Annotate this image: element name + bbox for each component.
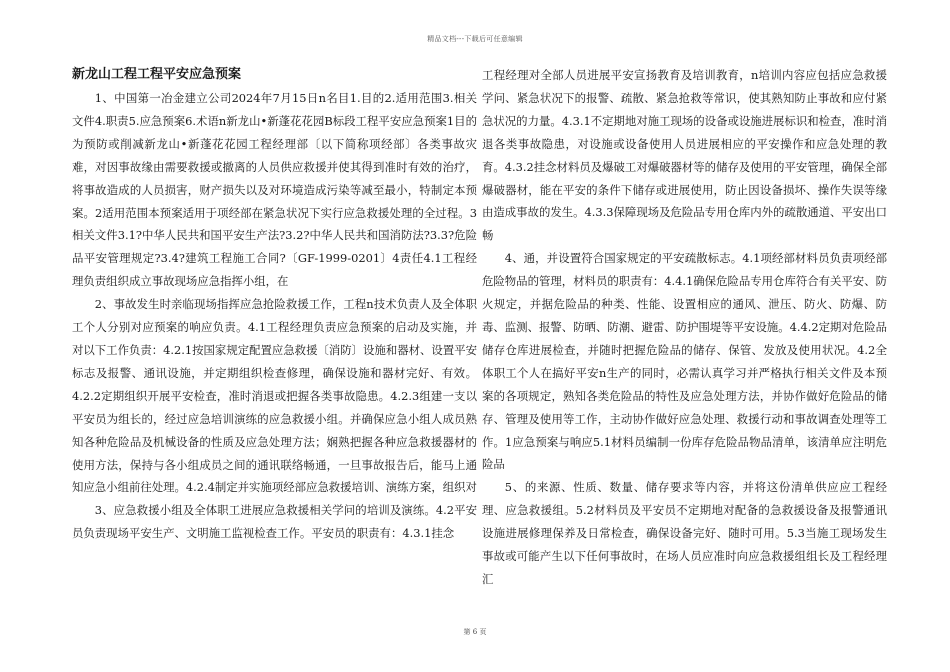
paragraph: 4、通，并设置符合国家规定的平安疏散标志。4.1项经部材料员负责项经部危险物品的管理，材料员的职责有：4.4.1确保危险品专用仓库符合有关平安、防火规定，并据危险品的种类、性能、设置相应的通风、泄压、防火、防爆、防毒、监测、报警、防晒、防潮、避雷、防护围堤等平安设施。4.4.2定期对危险品储存仓库进展检查，并随时把握危险品的储存、保管、发放及使用状况。4.2全体职工个人在搞好平安n生产的同时，必需认真学习并严格执行相关文件及本预案的各项规定，熟知各类危险品的特性及应急处理方法，并协作做好危险品的储存、管理及使用等工作，主动协作做好应急处理、救援行动和事故调查处理等工作。1应急预案与响应5.1材料员编制一份库存危险品物品清单，该清单应注明危险品	[482, 251, 887, 472]
page-header: 精品文档---下载后可任意编辑	[427, 35, 523, 43]
page-number: 第 6 页	[463, 628, 487, 636]
document-title: 新龙山工程工程平安应急预案	[72, 67, 242, 82]
left-column	[72, 64, 477, 545]
paragraph: 工程经理对全部人员进展平安宣扬教育及培训教育，n培训内容应包括应急救援学问、紧急状况下的报警、疏散、紧急抢救等常识，使其熟知防止事故和应付紧急状况的力量。4.3.1不定期地对施工现场的设备或设施进展标识和检查，准时消退各类事故隐患，对设施或设备使用人员进展相应的平安操作和应急处理的教育。4.3.2挂念材料员及爆破工对爆破器材等的储存及使用的平安管理，确保全部爆破器材，能在平安的条件下储存或进展使用，防止因设备损坏、操作失误等缘由造成事故的发生。4.3.3保障现场及危险品专用仓库内外的疏散通道、平安出口畅	[482, 68, 887, 243]
paragraph: 5、的来源、性质、数量、储存要求等内容，并将这份清单供应应工程经理、应急救援组。5.2材料员及平安员不定期地对配备的急救援设备及报警通讯设施进展修理保养及日常检查，确保设备完好、随时可用。5.3当施工现场发生事故或可能产生以下任何事故时，在场人员应准时向应急救援组组长及工程经理汇	[482, 480, 887, 586]
right-column	[482, 64, 887, 591]
paragraph: 3、应急救援小组及全体职工进展应急救援相关学问的培训及演练。4.2平安员负责现场平安生产、文明施工监视检查工作。平安员的职责有：4.3.1挂念	[72, 503, 477, 541]
paragraph: 1、中国第一冶金建立公司2024年7月15日n名目1.目的2.适用范围3.相关文件4.职责5.应急预案6.术语n新龙山•新蓬花花园B标段工程平安应急预案1目的为预防或削减新龙山•新蓬花花园工程经理部〔以下简称项经部〕各类事故灾难，对因事故缘由需要救援或撤离的人员供应救援并使其得到准时有效的治疗，将事故造成的人员损害，财产损失以及对环境造成污染等减至最小，特制定本预案。2适用范围本预案适用于项经部在紧急状况下实行应急救援处理的全过程。3相关文件3.1?中华人民共和国平安生产法?3.2?中华人民共和国消防法?3.3?危险品平安管理规定?3.4?建筑工程施工合同?〔GF-1999-0201〕4责任4.1工程经理负责组织成立事故现场应急指挥小组，在	[72, 91, 477, 289]
paragraph: 2、事故发生时亲临现场指挥应急抢险救援工作，工程n技术负责人及全体职工个人分别对应预案的响应负责。4.1工程经理负责应急预案的启动及实施，并对以下工作负责：4.2.1按国家规定配置应急救援〔消防〕设施和器材、设置平安标志及报警、通讯设施，并定期组织检查修理，确保设施和器材完好、有效。4.2.2定期组织开展平安检查，准时消退或把握各类事故隐患。4.2.3组建一支以平安员为组长的，经过应急培训演练的应急救援小组。并确保应急小组人成员熟知各种危险品及机械设备的性质及应急处理方法；娴熟把握各种应急救援器材的使用方法，保持与各小组成员之间的通讯联络畅通，一旦事故报告后，能马上通知应急小组前往处理。4.2.4制定并实施项经部应急救援培训、演练方案，组织对	[72, 297, 477, 495]
